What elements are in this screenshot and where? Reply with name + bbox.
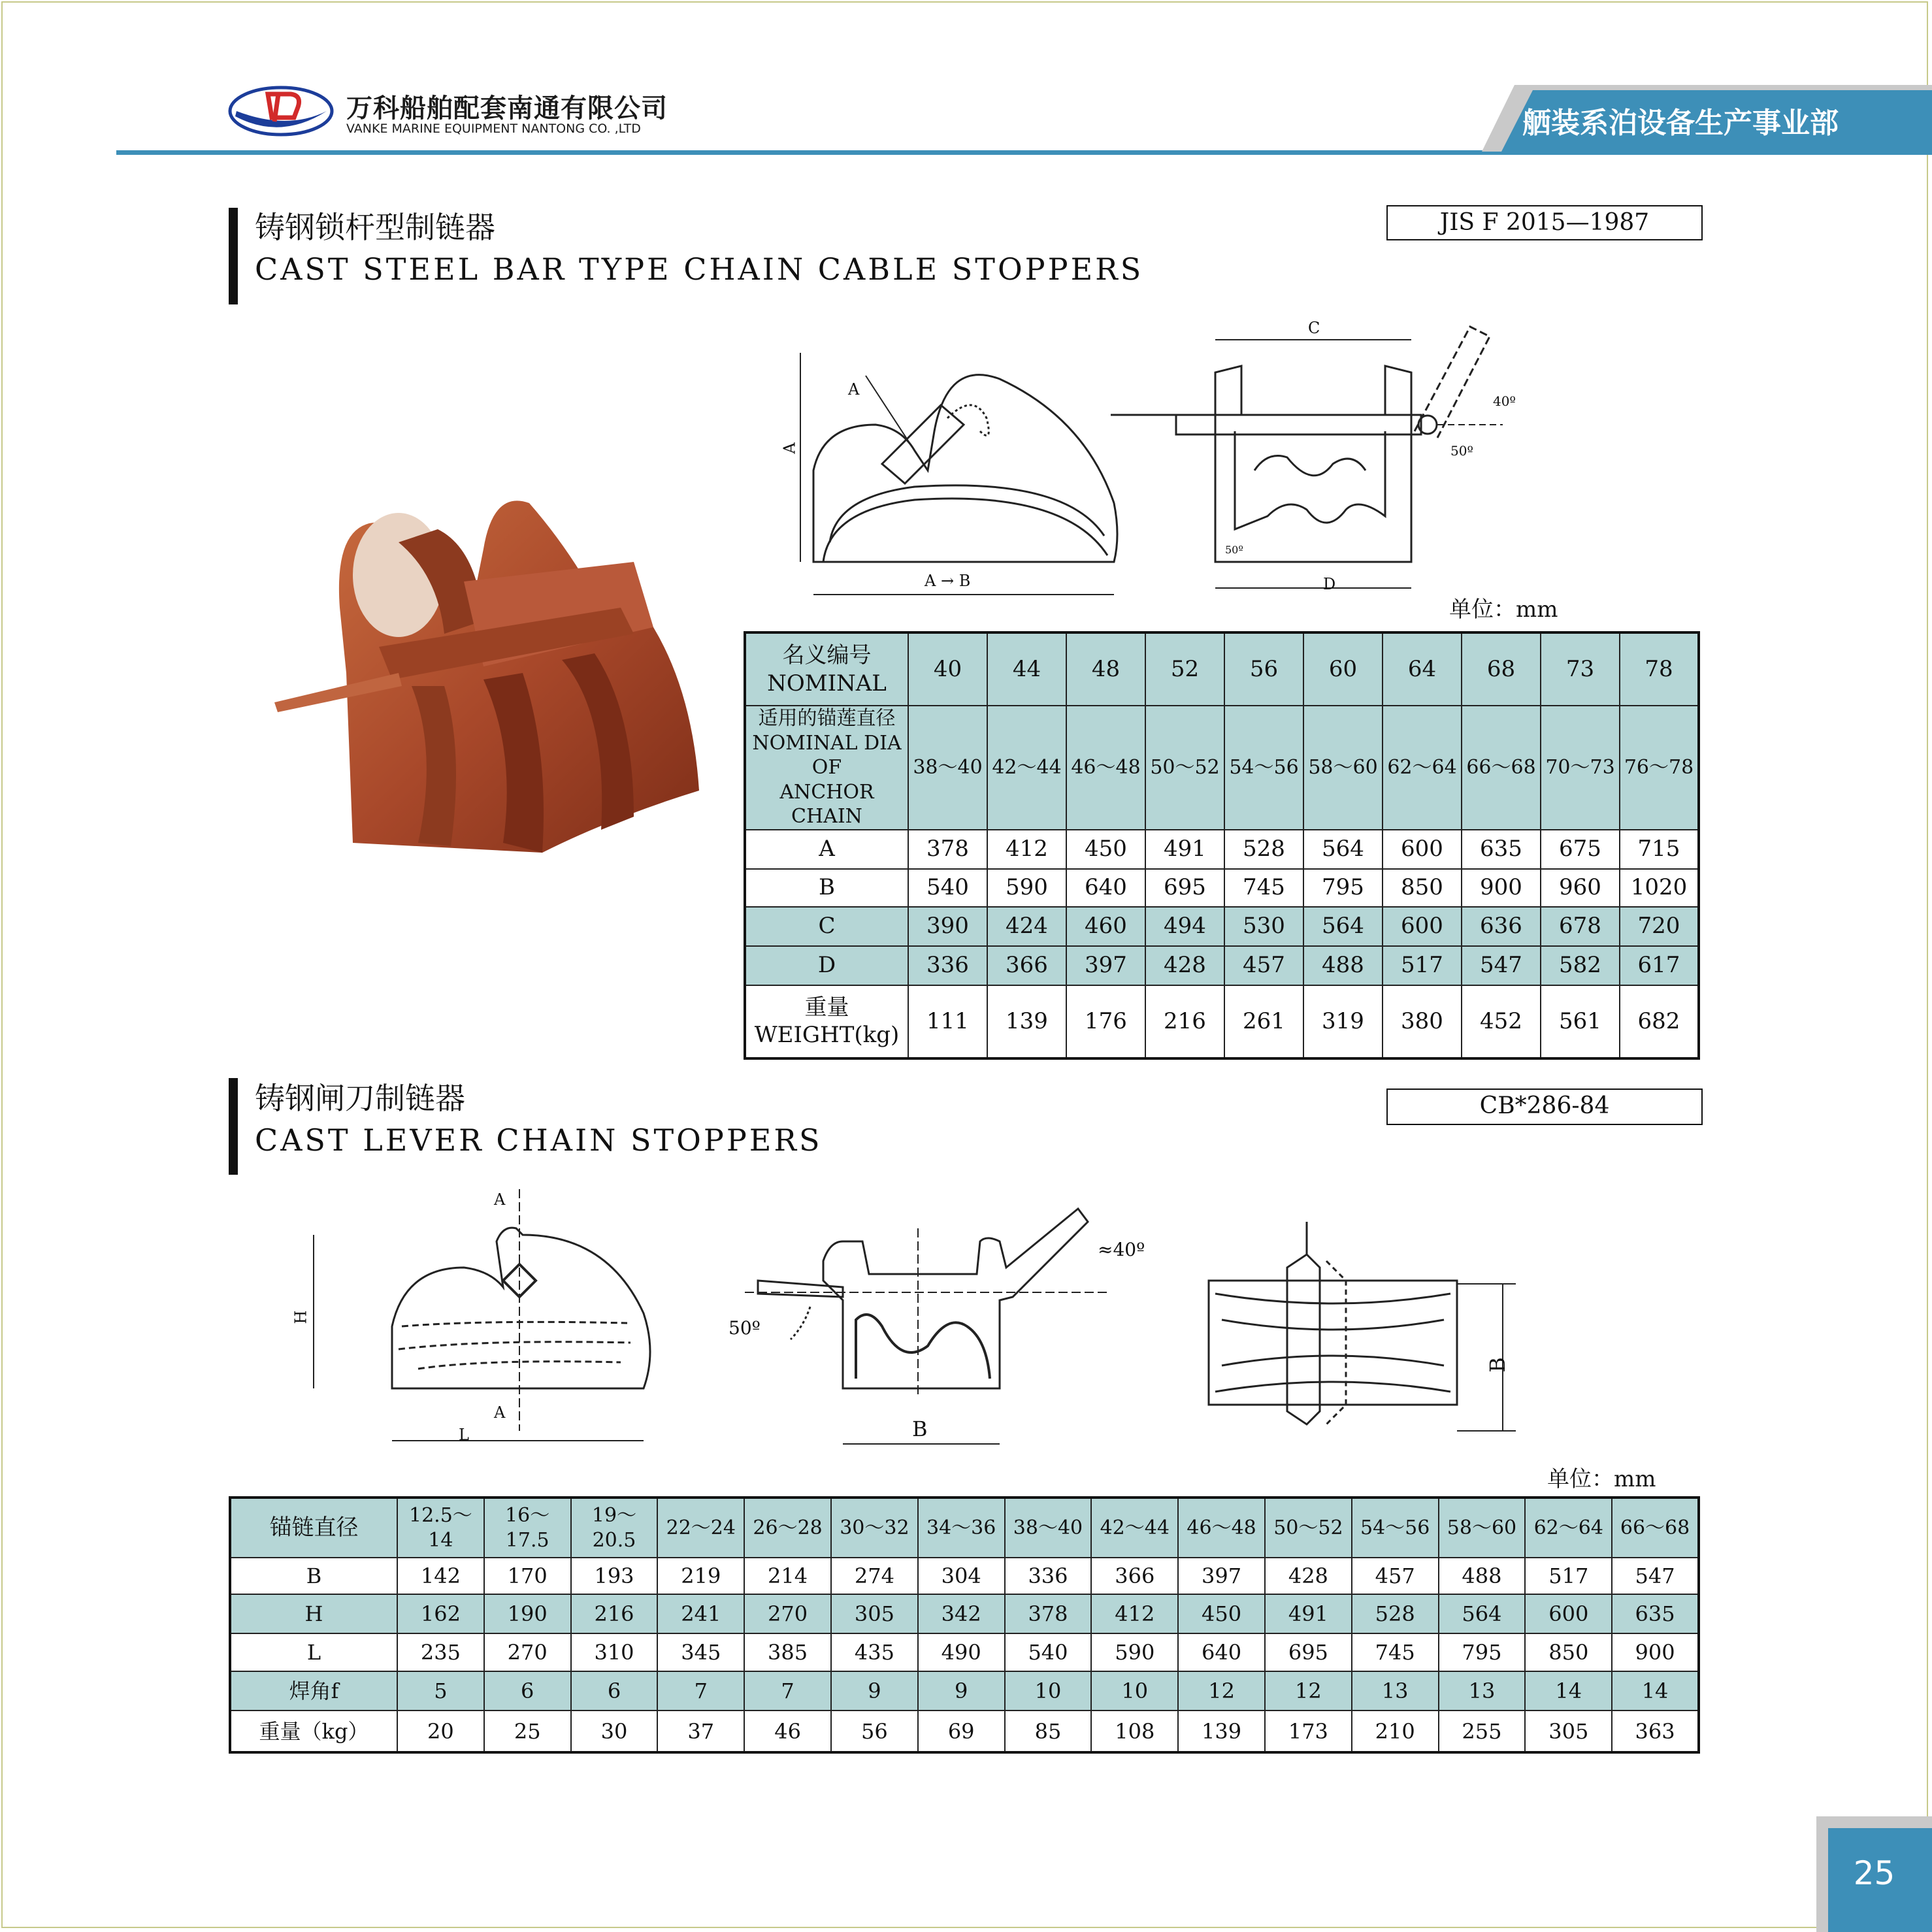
table-cell: 6 xyxy=(571,1671,658,1711)
diagram-label-50deg: 50º xyxy=(1450,443,1473,459)
table-cell: 42～44 xyxy=(987,706,1066,830)
table-cell: 635 xyxy=(1612,1594,1699,1633)
stopper-photo xyxy=(268,477,706,862)
table-cell: 378 xyxy=(908,830,987,869)
table-cell: 795 xyxy=(1439,1633,1526,1671)
table-cell: 193 xyxy=(571,1558,658,1594)
table-cell: 46 xyxy=(744,1711,831,1752)
table-cell: 255 xyxy=(1439,1711,1526,1752)
table-cell: 76～78 xyxy=(1620,706,1699,830)
table-cell: 590 xyxy=(987,869,1066,907)
table-cell: 517 xyxy=(1525,1558,1612,1594)
table-cell: 342 xyxy=(918,1594,1005,1633)
table-cell: 412 xyxy=(1091,1594,1178,1633)
table-cell: 216 xyxy=(1145,985,1224,1058)
table-cell: 13 xyxy=(1352,1671,1439,1711)
lever-stopper-spec-table xyxy=(229,1496,1700,1754)
table-cell: 540 xyxy=(908,869,987,907)
company-logo xyxy=(229,85,333,137)
table-cell: 640 xyxy=(1066,869,1145,907)
table-cell: 590 xyxy=(1091,1633,1178,1671)
table-cell: 900 xyxy=(1612,1633,1699,1671)
table-cell: 600 xyxy=(1383,907,1462,946)
table-cell: 12.5～14 xyxy=(397,1498,484,1558)
table-row xyxy=(230,1558,1699,1594)
table-cell: 452 xyxy=(1462,985,1541,1058)
lever-stopper-drawings xyxy=(287,1183,1614,1470)
table-cell: 561 xyxy=(1541,985,1620,1058)
table-cell: 173 xyxy=(1265,1711,1352,1752)
table-cell: 270 xyxy=(484,1633,571,1671)
table1-weight-row xyxy=(745,985,1699,1058)
table-cell: 600 xyxy=(1383,830,1462,869)
table-cell: 54～56 xyxy=(1224,706,1303,830)
table-cell: 216 xyxy=(571,1594,658,1633)
table-row xyxy=(745,946,1699,985)
section2-title-bar xyxy=(229,1078,238,1175)
table-cell: 745 xyxy=(1352,1633,1439,1671)
table-cell: 111 xyxy=(908,985,987,1058)
table-cell: 720 xyxy=(1620,907,1699,946)
table-cell: 22～24 xyxy=(657,1498,744,1558)
table-cell: 450 xyxy=(1066,830,1145,869)
table-cell: 10 xyxy=(1005,1671,1092,1711)
table-cell: 564 xyxy=(1303,907,1383,946)
table-row-label: H xyxy=(230,1594,397,1633)
table-cell: 14 xyxy=(1525,1671,1612,1711)
section2-title-en: CAST LEVER CHAIN STOPPERS xyxy=(255,1122,823,1158)
table-cell: 366 xyxy=(1091,1558,1178,1594)
table-cell: 26～28 xyxy=(744,1498,831,1558)
table-cell: 424 xyxy=(987,907,1066,946)
diagram-label-40deg-lever: ≈40º xyxy=(1098,1239,1145,1260)
table-cell: 12 xyxy=(1265,1671,1352,1711)
table-row xyxy=(230,1594,1699,1633)
table-cell: 491 xyxy=(1265,1594,1352,1633)
table-cell: 70～73 xyxy=(1541,706,1620,830)
table-cell: 636 xyxy=(1462,907,1541,946)
table-cell: 745 xyxy=(1224,869,1303,907)
table-cell: 270 xyxy=(744,1594,831,1633)
table-cell: 336 xyxy=(908,946,987,985)
table-cell: 13 xyxy=(1439,1671,1526,1711)
table-cell: 214 xyxy=(744,1558,831,1594)
table1-dia-label: 适用的锚莲直径 NOMINAL DIA OF ANCHOR CHAIN xyxy=(745,706,908,830)
table-cell: 58～60 xyxy=(1439,1498,1526,1558)
diagram-label-a-bottom: A xyxy=(494,1403,506,1422)
table-row xyxy=(745,869,1699,907)
table-cell: 366 xyxy=(987,946,1066,985)
table-cell: 10 xyxy=(1091,1671,1178,1711)
table-cell: 6 xyxy=(484,1671,571,1711)
section2-standard: CB*286-84 xyxy=(1386,1089,1703,1125)
table-cell: 46～48 xyxy=(1066,706,1145,830)
table-cell: 162 xyxy=(397,1594,484,1633)
table-cell: 488 xyxy=(1303,946,1383,985)
table-cell: 274 xyxy=(831,1558,918,1594)
table-cell: 176 xyxy=(1066,985,1145,1058)
table1-nominal-label: 名义编号 NOMINAL xyxy=(745,632,908,706)
table-cell: 62～64 xyxy=(1525,1498,1612,1558)
table-cell: 46～48 xyxy=(1178,1498,1265,1558)
table-cell: 397 xyxy=(1178,1558,1265,1594)
table-row-label: C xyxy=(745,907,908,946)
table-cell: 540 xyxy=(1005,1633,1092,1671)
diagram-label-a-top: A xyxy=(494,1190,506,1209)
table-cell: 695 xyxy=(1265,1633,1352,1671)
table-cell: 56 xyxy=(831,1711,918,1752)
table-cell: 530 xyxy=(1224,907,1303,946)
diagram-label-d: D xyxy=(1323,575,1336,593)
table-cell: 310 xyxy=(571,1633,658,1671)
table-cell: 62～64 xyxy=(1383,706,1462,830)
table-cell: 850 xyxy=(1383,869,1462,907)
table-cell: 547 xyxy=(1612,1558,1699,1594)
table-cell: 170 xyxy=(484,1558,571,1594)
bar-stopper-spec-table xyxy=(744,631,1700,1060)
section1-title-cn: 铸钢锁杆型制链器 xyxy=(255,210,495,245)
table-row xyxy=(745,830,1699,869)
table-row-label: 重量（kg） xyxy=(230,1711,397,1752)
table-cell: 108 xyxy=(1091,1711,1178,1752)
table-cell: 695 xyxy=(1145,869,1224,907)
table-cell: 488 xyxy=(1439,1558,1526,1594)
diagram-label-50deg-small: 50º xyxy=(1225,544,1243,556)
table-cell: 52 xyxy=(1145,632,1224,706)
table-cell: 30 xyxy=(571,1711,658,1752)
table-cell: 235 xyxy=(397,1633,484,1671)
table-row xyxy=(230,1671,1699,1711)
table-cell: 305 xyxy=(831,1594,918,1633)
table-cell: 490 xyxy=(918,1633,1005,1671)
table-cell: 582 xyxy=(1541,946,1620,985)
diagram-label-l: L xyxy=(459,1426,469,1444)
table-cell: 50～52 xyxy=(1265,1498,1352,1558)
table-cell: 960 xyxy=(1541,869,1620,907)
table-cell: 20 xyxy=(397,1711,484,1752)
table-row xyxy=(230,1633,1699,1671)
table1-weight-label: 重量 WEIGHT(kg) xyxy=(745,985,908,1058)
table-cell: 69 xyxy=(918,1711,1005,1752)
table-cell: 19～20.5 xyxy=(571,1498,658,1558)
table-cell: 635 xyxy=(1462,830,1541,869)
table-cell: 12 xyxy=(1178,1671,1265,1711)
table-cell: 564 xyxy=(1303,830,1383,869)
table-cell: 241 xyxy=(657,1594,744,1633)
table-row-label: A xyxy=(745,830,908,869)
table-cell: 38～40 xyxy=(1005,1498,1092,1558)
table-cell: 517 xyxy=(1383,946,1462,985)
table-row-label: B xyxy=(745,869,908,907)
table-cell: 900 xyxy=(1462,869,1541,907)
table-cell: 85 xyxy=(1005,1711,1092,1752)
table2-header-label: 锚链直径 xyxy=(230,1498,397,1558)
diagram-label-a-side: A xyxy=(780,442,799,454)
table-cell: 64 xyxy=(1383,632,1462,706)
diagram-label-a-arrow: A xyxy=(848,380,860,399)
table-cell: 397 xyxy=(1066,946,1145,985)
table-cell: 304 xyxy=(918,1558,1005,1594)
table-row-label: D xyxy=(745,946,908,985)
table-cell: 7 xyxy=(744,1671,831,1711)
section1-unit: 单位：mm xyxy=(1449,597,1558,623)
table-cell: 44 xyxy=(987,632,1066,706)
table-cell: 345 xyxy=(657,1633,744,1671)
table-row-label: L xyxy=(230,1633,397,1671)
diagram-label-40deg: 40º xyxy=(1493,393,1516,409)
table-cell: 34～36 xyxy=(918,1498,1005,1558)
table-cell: 58～60 xyxy=(1303,706,1383,830)
table-cell: 450 xyxy=(1178,1594,1265,1633)
table-cell: 5 xyxy=(397,1671,484,1711)
table-cell: 78 xyxy=(1620,632,1699,706)
table-cell: 491 xyxy=(1145,830,1224,869)
table-cell: 457 xyxy=(1352,1558,1439,1594)
table-cell: 795 xyxy=(1303,869,1383,907)
section1-title-bar xyxy=(229,208,238,304)
table-cell: 850 xyxy=(1525,1633,1612,1671)
table-cell: 428 xyxy=(1265,1558,1352,1594)
table-cell: 640 xyxy=(1178,1633,1265,1671)
table-cell: 319 xyxy=(1303,985,1383,1058)
table-row xyxy=(230,1711,1699,1752)
table-row xyxy=(745,907,1699,946)
table-cell: 16～17.5 xyxy=(484,1498,571,1558)
table-cell: 139 xyxy=(987,985,1066,1058)
table-cell: 380 xyxy=(1383,985,1462,1058)
table-cell: 390 xyxy=(908,907,987,946)
table-cell: 210 xyxy=(1352,1711,1439,1752)
table-cell: 219 xyxy=(657,1558,744,1594)
diagram-label-b-middle: B xyxy=(912,1416,928,1441)
table-cell: 73 xyxy=(1541,632,1620,706)
section2-title-cn: 铸钢闸刀制链器 xyxy=(255,1081,465,1116)
table-cell: 528 xyxy=(1224,830,1303,869)
table-cell: 675 xyxy=(1541,830,1620,869)
table-cell: 142 xyxy=(397,1558,484,1594)
table-cell: 48 xyxy=(1066,632,1145,706)
diagram-label-50deg-lever: 50º xyxy=(729,1317,761,1339)
table2-header-row xyxy=(230,1498,1699,1558)
section1-standard: JIS F 2015—1987 xyxy=(1386,205,1703,240)
diagram-label-ab: A → B xyxy=(925,572,971,590)
table1-nominal-row xyxy=(745,632,1699,706)
page-number: 25 xyxy=(1853,1854,1895,1892)
table-row-label: 焊角f xyxy=(230,1671,397,1711)
table-cell: 60 xyxy=(1303,632,1383,706)
table-cell: 378 xyxy=(1005,1594,1092,1633)
table-cell: 9 xyxy=(918,1671,1005,1711)
table-cell: 190 xyxy=(484,1594,571,1633)
table-cell: 428 xyxy=(1145,946,1224,985)
table-cell: 547 xyxy=(1462,946,1541,985)
table-cell: 30～32 xyxy=(831,1498,918,1558)
table-cell: 363 xyxy=(1612,1711,1699,1752)
table-cell: 336 xyxy=(1005,1558,1092,1594)
table-cell: 54～56 xyxy=(1352,1498,1439,1558)
diagram-label-c: C xyxy=(1308,319,1320,337)
table-cell: 25 xyxy=(484,1711,571,1752)
department-name: 舾装系泊设备生产事业部 xyxy=(1522,106,1839,140)
table-cell: 9 xyxy=(831,1671,918,1711)
table-cell: 37 xyxy=(657,1711,744,1752)
table-cell: 457 xyxy=(1224,946,1303,985)
table-cell: 460 xyxy=(1066,907,1145,946)
table-cell: 38～40 xyxy=(908,706,987,830)
table-cell: 261 xyxy=(1224,985,1303,1058)
table-cell: 435 xyxy=(831,1633,918,1671)
table-cell: 42～44 xyxy=(1091,1498,1178,1558)
table-cell: 385 xyxy=(744,1633,831,1671)
section1-title-en: CAST STEEL BAR TYPE CHAIN CABLE STOPPERS xyxy=(255,252,1144,287)
table-cell: 682 xyxy=(1620,985,1699,1058)
table-row-label: B xyxy=(230,1558,397,1594)
table-cell: 139 xyxy=(1178,1711,1265,1752)
table-cell: 528 xyxy=(1352,1594,1439,1633)
diagram-label-b-right: B xyxy=(1484,1357,1510,1373)
table-cell: 50～52 xyxy=(1145,706,1224,830)
table-cell: 66～68 xyxy=(1462,706,1541,830)
table-cell: 494 xyxy=(1145,907,1224,946)
table-cell: 600 xyxy=(1525,1594,1612,1633)
table-cell: 1020 xyxy=(1620,869,1699,907)
section2-unit: 单位：mm xyxy=(1547,1466,1656,1492)
table-cell: 68 xyxy=(1462,632,1541,706)
table-cell: 617 xyxy=(1620,946,1699,985)
table-cell: 40 xyxy=(908,632,987,706)
table-cell: 305 xyxy=(1525,1711,1612,1752)
company-name-en: VANKE MARINE EQUIPMENT NANTONG CO. ,LTD xyxy=(346,122,641,136)
table-cell: 14 xyxy=(1612,1671,1699,1711)
table-cell: 66～68 xyxy=(1612,1498,1699,1558)
table-cell: 7 xyxy=(657,1671,744,1711)
table-cell: 56 xyxy=(1224,632,1303,706)
table-cell: 715 xyxy=(1620,830,1699,869)
table1-dia-row xyxy=(745,706,1699,830)
table-cell: 412 xyxy=(987,830,1066,869)
company-name-cn: 万科船舶配套南通有限公司 xyxy=(346,93,668,123)
table-cell: 678 xyxy=(1541,907,1620,946)
diagram-label-h: H xyxy=(291,1310,310,1324)
table-cell: 564 xyxy=(1439,1594,1526,1633)
